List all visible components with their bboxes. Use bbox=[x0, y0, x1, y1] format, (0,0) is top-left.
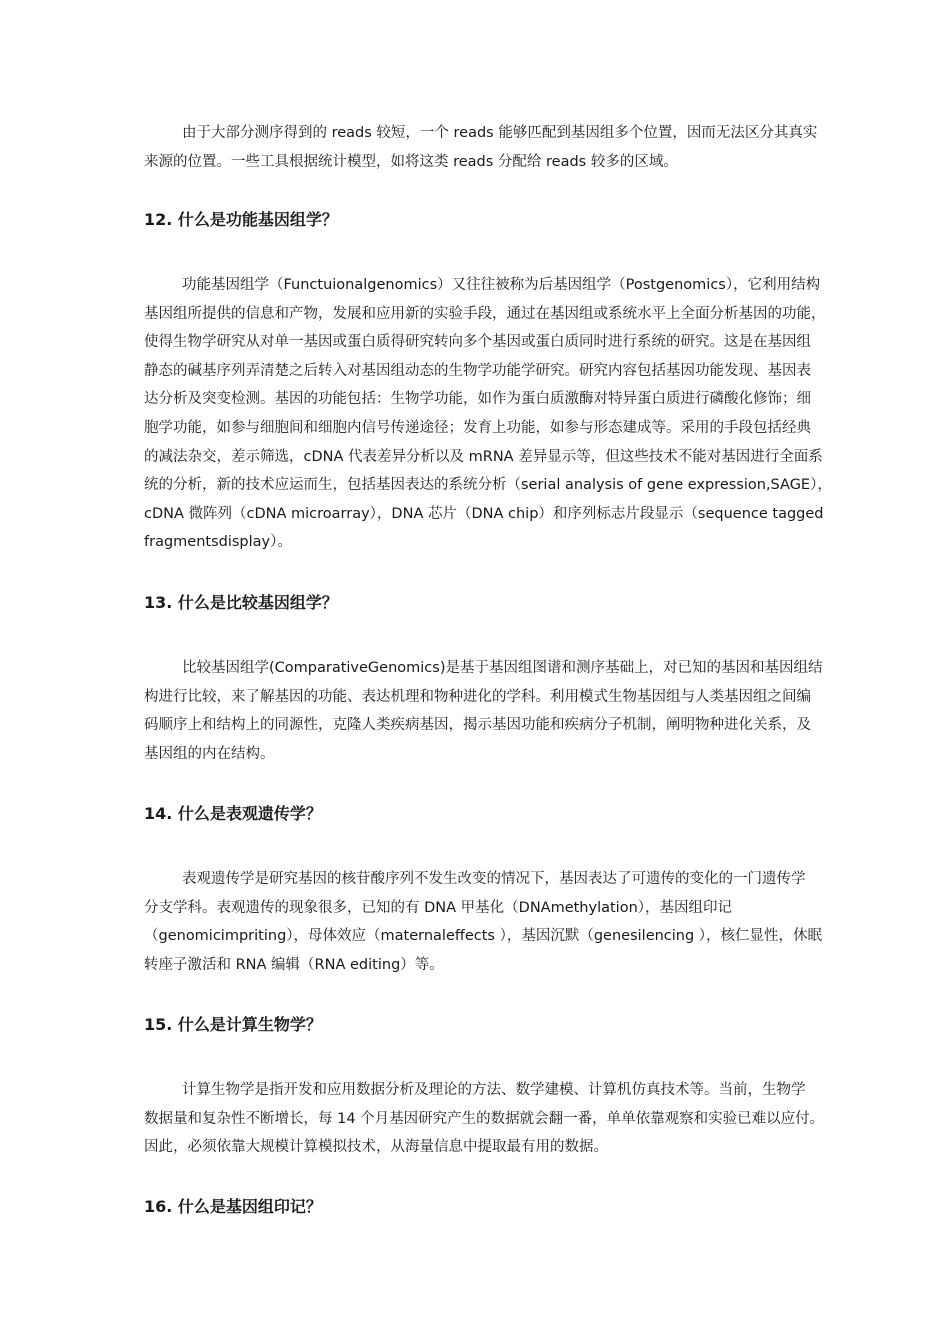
paragraph-line: 基因组的内在结构。 bbox=[144, 745, 275, 762]
paragraph-line: 比较基因组学(ComparativeGenomics)是基于基因组图谱和测序基础上，对已知的基因和基因组结 bbox=[182, 660, 823, 676]
paragraph-line: 由于大部分测序得到的 reads 较短，一个 reads 能够匹配到基因组多个位置，因而无法区分其真实 bbox=[182, 125, 818, 141]
paragraph-line: 功能基因组学（Functuionalgenomics）又往往被称为后基因组学（Postgenomics），它利用结构 bbox=[182, 277, 821, 293]
section-13-paragraph bbox=[144, 654, 823, 768]
paragraph-line: 表观遗传学是研究基因的核苷酸序列不发生改变的情况下，基因表达了可遗传的变化的一门遗传学 bbox=[182, 871, 806, 887]
section-heading: 15. 什么是计算生物学？ bbox=[144, 1015, 322, 1034]
section-heading: 14. 什么是表观遗传学？ bbox=[144, 804, 322, 823]
section-heading: 16. 什么是基因组印记？ bbox=[144, 1197, 322, 1216]
section-13 bbox=[144, 591, 808, 615]
section-16 bbox=[144, 1195, 808, 1219]
paragraph-line: 计算生物学是指开发和应用数据分析及理论的方法、数学建模、计算机仿真技术等。当前，生物学 bbox=[182, 1082, 806, 1098]
section-14-paragraph bbox=[144, 865, 823, 979]
paragraph-line: 达分析及突变检测。基因的功能包括：生物学功能，如作为蛋白质激酶对特异蛋白质进行磷酸化修饰；细 bbox=[144, 391, 811, 408]
paragraph-line: cDNA 微阵列（cDNA microarray），DNA 芯片（DNA chip）和序列标志片段显示（sequence tagged bbox=[144, 505, 824, 522]
intro-paragraph bbox=[144, 119, 818, 176]
section-12 bbox=[144, 208, 808, 232]
paragraph-line: 来源的位置。一些工具根据统计模型，如将这类 reads 分配给 reads 较多的区域。 bbox=[144, 153, 678, 170]
paragraph-line: 使得生物学研究从对单一基因或蛋白质得研究转向多个基因或蛋白质同时进行系统的研究。这是在基因组 bbox=[144, 334, 811, 351]
paragraph-line: 码顺序上和结构上的同源性，克隆人类疾病基因，揭示基因功能和疾病分子机制，阐明物种进化关系，及 bbox=[144, 717, 811, 734]
section-heading: 13. 什么是比较基因组学？ bbox=[144, 593, 338, 612]
section-15-paragraph bbox=[144, 1076, 825, 1162]
section-15 bbox=[144, 1013, 808, 1037]
paragraph-line: 的减法杂交，差示筛选，cDNA 代表差异分析以及 mRNA 差异显示等，但这些技术不能对基因进行全面系 bbox=[144, 448, 823, 465]
paragraph-line: 分支学科。表观遗传的现象很多，已知的有 DNA 甲基化（DNAmethylation），基因组印记 bbox=[144, 899, 733, 916]
paragraph-line: 静态的碱基序列弄清楚之后转入对基因组动态的生物学功能学研究。研究内容包括基因功能发现、基因表 bbox=[144, 362, 811, 379]
paragraph-line: 数据量和复杂性不断增长，每 14 个月基因研究产生的数据就会翻一番，单单依靠观察和实验已难以应付。 bbox=[144, 1110, 825, 1127]
paragraph-line: 统的分析，新的技术应运而生，包括基因表达的系统分析（serial analysis of gene expression,SAGE）， bbox=[144, 477, 832, 494]
paragraph-line: 构进行比较，来了解基因的功能、表达机理和物种进化的学科。利用模式生物基因组与人类基因组之间编 bbox=[144, 688, 811, 705]
section-12-paragraph bbox=[144, 271, 832, 557]
section-heading: 12. 什么是功能基因组学？ bbox=[144, 210, 338, 229]
section-14 bbox=[144, 802, 808, 826]
paragraph-line: 胞学功能，如参与细胞间和细胞内信号传递途径；发育上功能，如参与形态建成等。采用的手段包括经典 bbox=[144, 419, 811, 436]
paragraph-line: fragmentsdisplay）。 bbox=[144, 534, 292, 551]
paragraph-line: 转座子激活和 RNA 编辑（RNA editing）等。 bbox=[144, 956, 444, 973]
paragraph-line: 因此，必须依靠大规模计算模拟技术，从海量信息中提取最有用的数据。 bbox=[144, 1139, 608, 1156]
paragraph-line: 基因组所提供的信息和产物，发展和应用新的实验手段，通过在基因组或系统水平上全面分析基因的功能， bbox=[144, 305, 826, 322]
paragraph-line: （genomicimpriting），母体效应（maternaleffects ），基因沉默（genesilencing ），核仁显性，休眠 bbox=[144, 928, 823, 945]
